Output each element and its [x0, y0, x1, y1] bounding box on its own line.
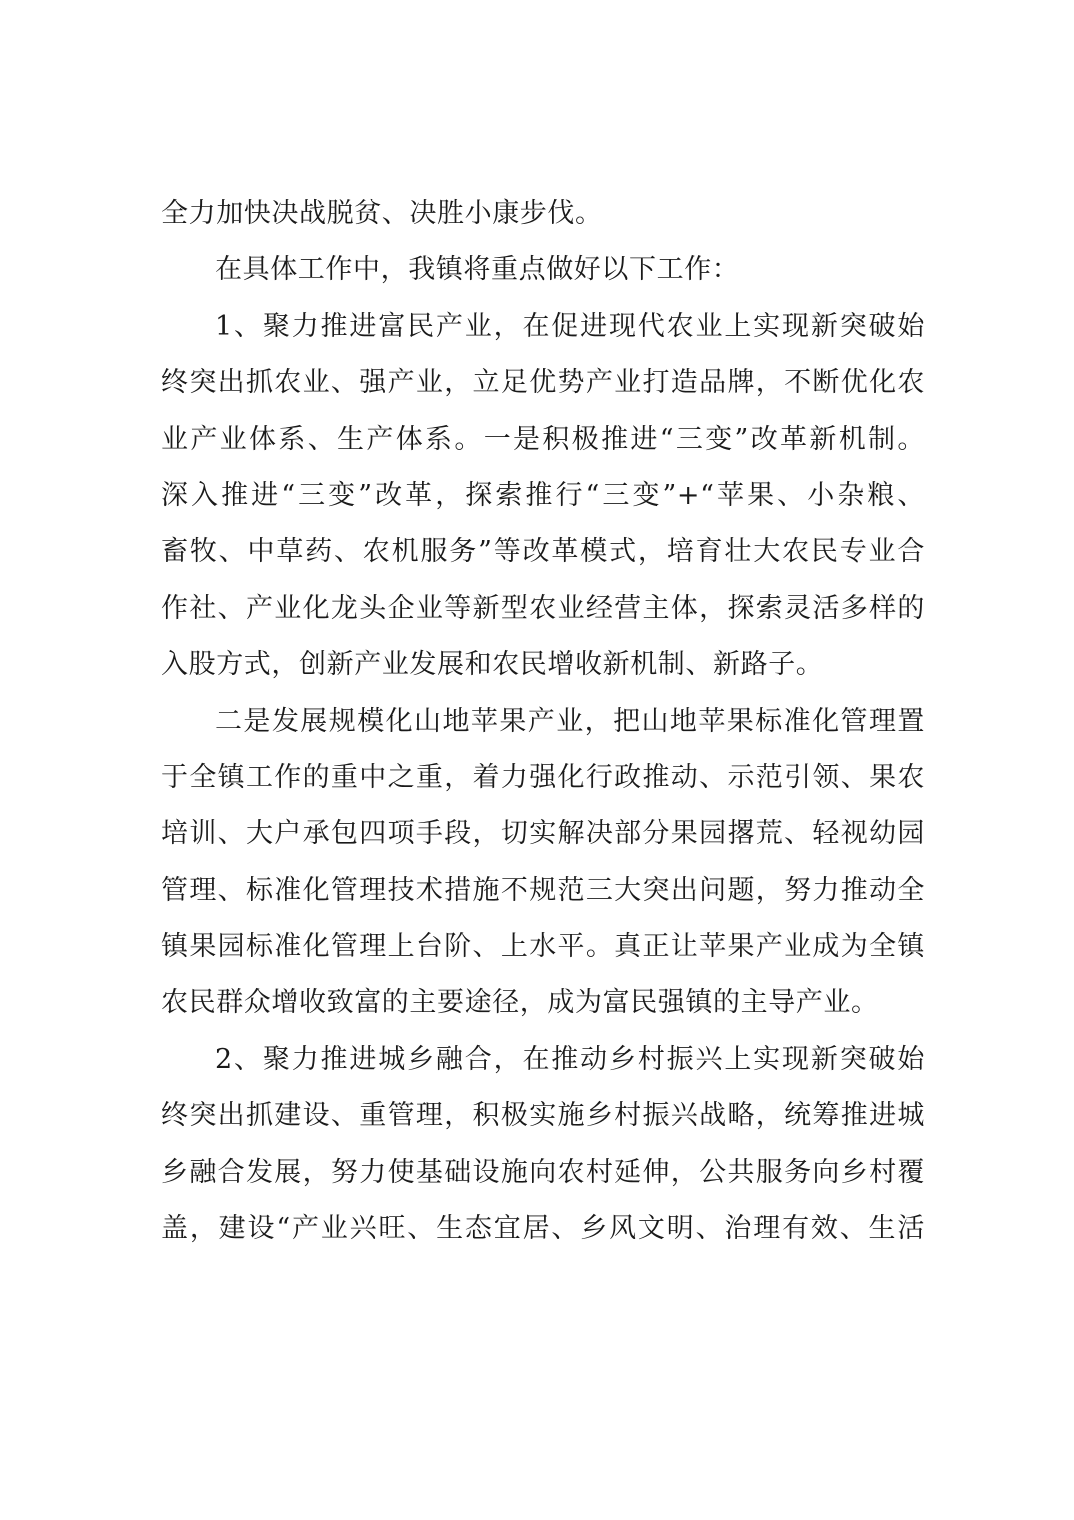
text-line: 终突出抓建设、重管理，积极实施乡村振兴战略，统筹推进城: [161, 1100, 925, 1132]
text-line: 农民群众增收致富的主要途径，成为富民强镇的主导产业。: [161, 987, 879, 1019]
text-line: 镇果园标准化管理上台阶、上水平。真正让苹果产业成为全镇: [161, 931, 925, 963]
text-line: 盖，建设“产业兴旺、生态宜居、乡风文明、治理有效、生活: [161, 1213, 925, 1245]
text-line: 二是发展规模化山地苹果产业，把山地苹果标准化管理置: [215, 705, 925, 737]
text-line: 培训、大户承包四项手段，切实解决部分果园撂荒、轻视幼园: [161, 818, 925, 850]
text-line: 管理、标准化管理技术措施不规范三大突出问题，努力推动全: [161, 874, 925, 906]
text-line: 作社、产业化龙头企业等新型农业经营主体，探索灵活多样的: [161, 592, 925, 624]
text-line: 在具体工作中，我镇将重点做好以下工作：: [215, 254, 740, 286]
text-line: 2、聚力推进城乡融合，在推动乡村振兴上实现新突破始: [215, 1043, 925, 1075]
text-line: 于全镇工作的重中之重，着力强化行政推动、示范引领、果农: [161, 761, 925, 793]
text-line: 乡融合发展，努力使基础设施向农村延伸，公共服务向乡村覆: [161, 1156, 925, 1188]
text-line: 深入推进“三变”改革，探索推行“三变”+“苹果、小杂粮、: [161, 479, 925, 511]
text-line: 终突出抓农业、强产业，立足优势产业打造品牌，不断优化农: [161, 367, 925, 399]
text-line: 畜牧、中草药、农机服务”等改革模式，培育壮大农民专业合: [161, 536, 925, 568]
text-line: 入股方式，创新产业发展和农民增收新机制、新路子。: [161, 649, 824, 681]
text-line: 业产业体系、生产体系。一是积极推进“三变”改革新机制。: [161, 423, 925, 455]
document-body: [161, 186, 925, 1257]
text-line: 1、聚力推进富民产业，在促进现代农业上实现新突破始: [215, 310, 925, 342]
text-line: 全力加快决战脱贫、决胜小康步伐。: [161, 198, 603, 229]
